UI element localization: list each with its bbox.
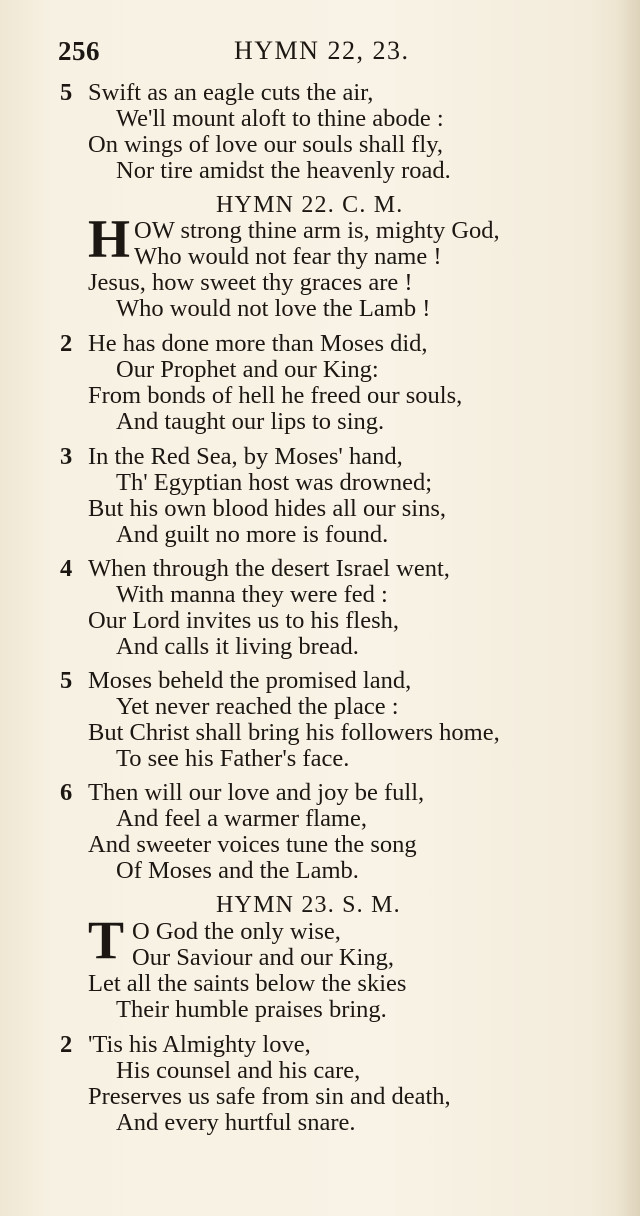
verse-number: 5: [60, 667, 73, 694]
verse-number: 2: [60, 330, 73, 357]
verse-line: But Christ shall bring his followers home,: [88, 719, 500, 746]
verse-line: And every hurtful snare.: [116, 1109, 356, 1136]
verse-number: 5: [60, 79, 73, 106]
verse-number: 6: [60, 779, 73, 806]
verse-line: Who would not love the Lamb !: [116, 295, 431, 322]
verse-line: Who would not fear thy name !: [134, 243, 442, 270]
verse-line: From bonds of hell he freed our souls,: [88, 382, 463, 409]
verse-line: But his own blood hides all our sins,: [88, 495, 446, 522]
verse-line: O God the only wise,: [132, 918, 341, 945]
running-head: HYMN 22, 23.: [234, 36, 410, 65]
verse-line: In the Red Sea, by Moses' hand,: [88, 443, 403, 470]
verse-number: 2: [60, 1031, 73, 1058]
verse-line: He has done more than Moses did,: [88, 330, 428, 357]
verse-line: To see his Father's face.: [116, 745, 350, 772]
verse-line: On wings of love our souls shall fly,: [88, 131, 443, 158]
hymn-title: HYMN 23. S. M.: [216, 892, 401, 918]
verse-line: Our Prophet and our King:: [116, 356, 379, 383]
verse-line: Moses beheld the promised land,: [88, 667, 412, 694]
verse-line: And sweeter voices tune the song: [88, 831, 417, 858]
verse-line: With manna they were fed :: [116, 581, 388, 608]
hymn-title: HYMN 22. C. M.: [216, 192, 404, 218]
page-number: 256: [58, 36, 100, 66]
verse-line: 'Tis his Almighty love,: [88, 1031, 311, 1058]
verse-line: Swift as an eagle cuts the air,: [88, 79, 374, 106]
verse-line: Let all the saints below the skies: [88, 970, 407, 997]
verse-line: Th' Egyptian host was drowned;: [116, 469, 433, 496]
verse-line: Jesus, how sweet thy graces are !: [88, 269, 413, 296]
verse-number: 4: [60, 555, 73, 582]
verse-line: OW strong thine arm is, mighty God,: [134, 217, 500, 244]
verse-line: Nor tire amidst the heavenly road.: [116, 157, 451, 184]
drop-cap: T: [88, 910, 125, 970]
verse-line: Yet never reached the place :: [116, 693, 399, 720]
page-header: [58, 36, 558, 72]
verse-line: And taught our lips to sing.: [116, 408, 385, 435]
verse-line: We'll mount aloft to thine abode :: [116, 105, 444, 132]
verse-line: Our Saviour and our King,: [132, 944, 394, 971]
verse-line: His counsel and his care,: [116, 1057, 361, 1084]
verse-line: Then will our love and joy be full,: [88, 779, 425, 806]
verse-line: Preserves us safe from sin and death,: [88, 1083, 451, 1110]
verse-line: When through the desert Israel went,: [88, 555, 450, 582]
drop-cap: H: [88, 209, 131, 269]
verse-line: Our Lord invites us to his flesh,: [88, 607, 399, 634]
verse-line: And feel a warmer flame,: [116, 805, 367, 832]
verse-line: And calls it living bread.: [116, 633, 359, 660]
page-edge-shadow: [618, 0, 640, 1216]
verse-line: Their humble praises bring.: [116, 996, 387, 1023]
verse-line: Of Moses and the Lamb.: [116, 857, 359, 884]
verse-number: 3: [60, 443, 73, 470]
verse-line: And guilt no more is found.: [116, 521, 389, 548]
